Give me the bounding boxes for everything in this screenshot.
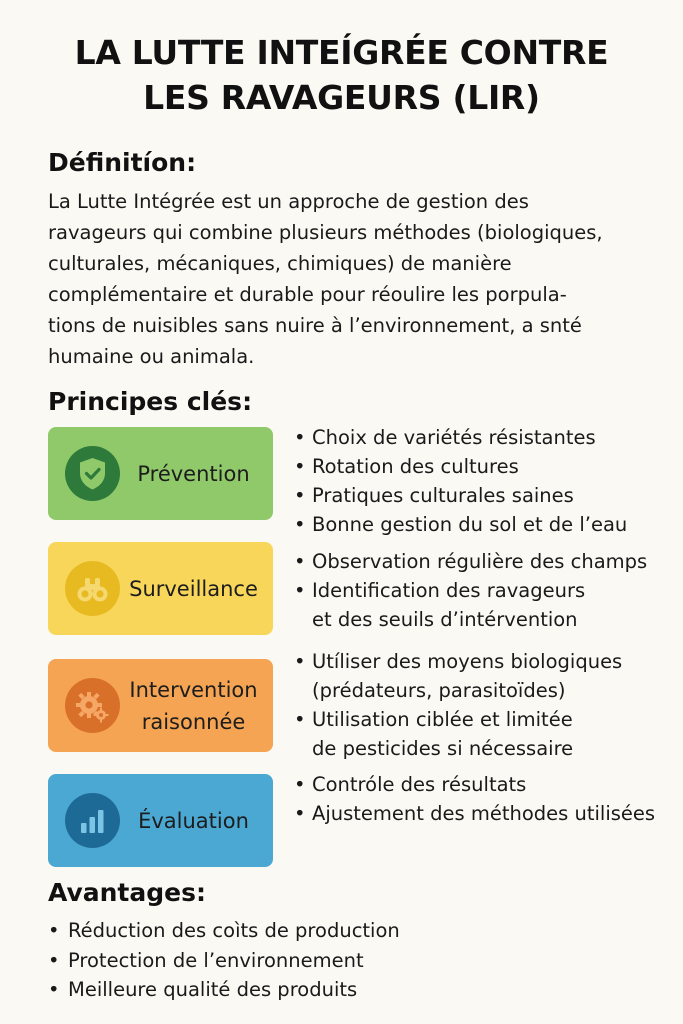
list-item: • Rotation des cultures <box>294 455 519 478</box>
list-item: • Utíliser des moyens biologiques (prédateurs, parasitoïdes) <box>294 650 623 702</box>
principle-card-surveillance <box>48 542 273 635</box>
advantages-list <box>48 916 668 1005</box>
definition-heading: Définitíon: <box>48 148 197 177</box>
principle-card-evaluation <box>48 774 273 867</box>
list-item: • Ajustement des méthodes utilisées <box>294 802 656 825</box>
definition-line: La Lutte Intégrée est un approche de gestion des <box>48 190 529 213</box>
principle-label-line: Surveillance <box>129 576 258 601</box>
principle-label-line: Intervention <box>129 677 258 702</box>
list-item: • Observation régulière des champs <box>294 550 648 573</box>
principle-label <box>120 659 267 752</box>
list-item: • Choix de variétés résistantes <box>294 426 596 449</box>
definition-line: complémentaire et durable pour réoulire les porpula- <box>48 283 567 306</box>
bar-chart-icon <box>65 793 120 848</box>
principles-heading: Principes clés: <box>48 387 253 416</box>
binoculars-icon <box>65 561 120 616</box>
principle-bullets-evaluation <box>290 770 675 828</box>
list-item: • Protection de l’environnement <box>48 948 364 972</box>
list-item: • Identification des ravageurs et des seuils d’intérvention <box>294 579 586 631</box>
principle-card-prevention <box>48 427 273 520</box>
principle-bullets-intervention <box>290 647 675 763</box>
definition-line: tions de nuisibles sans nuire à l’environnement, a snté <box>48 314 582 337</box>
principle-label-line: Prévention <box>137 461 250 486</box>
title-line-2: LES RAVAGEURS (LIR) <box>143 78 540 117</box>
principle-card-intervention <box>48 659 273 752</box>
list-item: • Meilleure qualité des produits <box>48 978 358 1001</box>
definition-line: ravageurs qui combine plusieurs méthodes (biologiques, <box>48 221 603 244</box>
list-item: • Contróle des résultats <box>294 773 527 796</box>
principle-bullets-prevention <box>290 423 675 539</box>
shield-check-icon <box>65 446 120 501</box>
list-item: • Bonne gestion du sol et de l’eau <box>294 513 628 536</box>
title-line-1: LA LUTTE INTEÍGRÉE CONTRE <box>74 33 609 72</box>
page-title <box>0 30 683 120</box>
definition-line: humaine ou animala. <box>48 345 255 368</box>
principle-label-line: raisonnée <box>141 709 246 734</box>
definition-text <box>48 186 668 372</box>
list-item: • Utilisation ciblée et limitée de pesticides si nécessaire <box>294 708 574 760</box>
gears-icon <box>65 678 120 733</box>
principle-label <box>120 774 267 867</box>
advantages-heading: Avantages: <box>48 878 206 907</box>
principle-bullets-surveillance <box>290 547 675 634</box>
principle-label-line: Évaluation <box>138 808 249 833</box>
principle-label <box>120 542 267 635</box>
list-item: • Réduction des coìts de production <box>48 919 400 942</box>
list-item: • Pratiques culturales saines <box>294 484 574 507</box>
principle-label <box>120 427 267 520</box>
definition-line: culturales, mécaniques, chimiques) de manière <box>48 252 512 275</box>
